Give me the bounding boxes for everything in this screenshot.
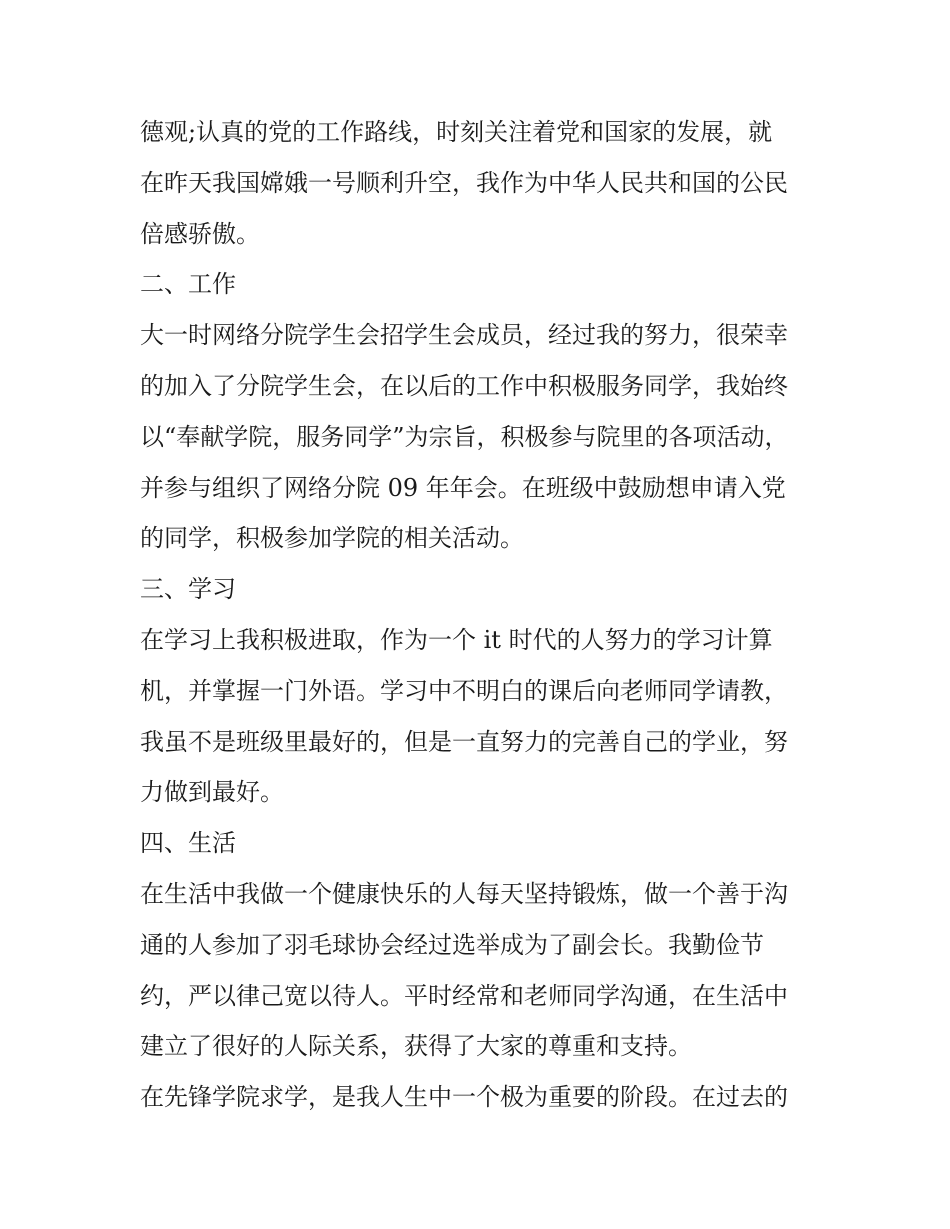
text-line: 通的人参加了羽毛球协会经过选举成为了副会长。我勤俭节: [140, 930, 764, 959]
text-line: 德观;认真的党的工作路线，时刻关注着党和国家的发展，就: [140, 118, 773, 146]
text-line: 机，并掌握一门外语。学习中不明白的课后向老师同学请教，: [140, 676, 788, 705]
text-line: 在昨天我国嫦娥一号顺利升空，我作为中华人民共和国的公民: [140, 168, 788, 197]
section-heading: 二、工作: [140, 270, 236, 299]
text-line: 在学习上我积极进取，作为一个 it 时代的人努力的学习计算: [140, 625, 773, 654]
text-line: 的同学，积极参加学院的相关活动。: [140, 524, 524, 553]
document-body: [140, 107, 830, 1123]
text-line: 倍感骄傲。: [140, 219, 260, 248]
text-line: 约，严以律己宽以待人。平时经常和老师同学沟通，在生活中: [140, 981, 788, 1010]
text-line: 在生活中我做一个健康快乐的人每天坚持锻炼，做一个善于沟: [140, 879, 788, 908]
text-line: 的加入了分院学生会，在以后的工作中积极服务同学，我始终: [140, 371, 788, 400]
text-line: 并参与组织了网络分院 09 年年会。在班级中鼓励想申请入党: [140, 473, 786, 502]
text-line: 在先锋学院求学，是我人生中一个极为重要的阶段。在过去的: [140, 1083, 788, 1112]
text-line: 我虽不是班级里最好的，但是一直努力的完善自己的学业，努: [140, 727, 788, 756]
text-line: 以“奉献学院，服务同学”为宗旨，积极参与院里的各项活动，: [140, 422, 789, 451]
section-heading: 四、生活: [140, 829, 236, 858]
text-line: 建立了很好的人际关系，获得了大家的尊重和支持。: [140, 1032, 692, 1061]
text-line: 力做到最好。: [140, 778, 284, 807]
text-line: 大一时网络分院学生会招学生会成员，经过我的努力，很荣幸: [140, 321, 788, 350]
section-heading: 三、学习: [140, 575, 236, 604]
